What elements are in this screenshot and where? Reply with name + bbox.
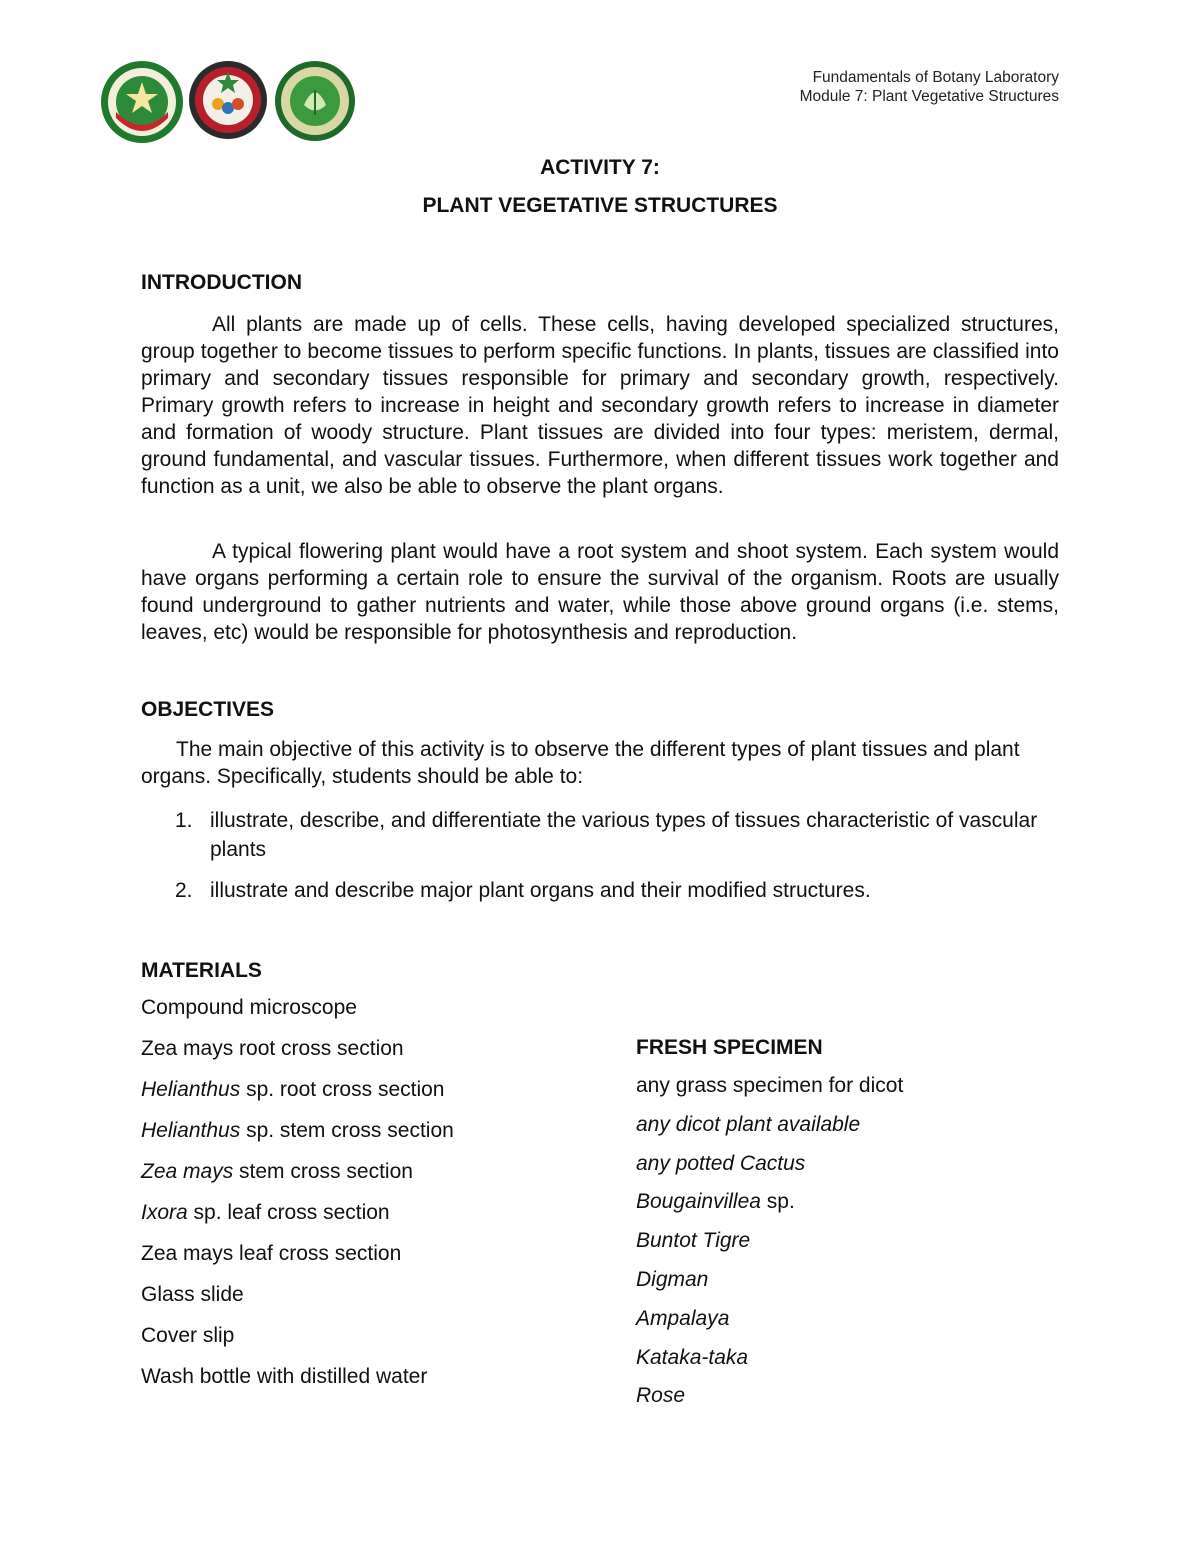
item-italic: Kataka-taka	[636, 1345, 749, 1369]
list-item	[175, 806, 1055, 864]
fresh-specimen-list	[636, 1074, 903, 1423]
fresh-specimen-heading: FRESH SPECIMEN	[636, 1036, 823, 1059]
item-text: Cover slip	[141, 1324, 235, 1347]
item-italic: Bougainvillea	[636, 1190, 761, 1214]
item-italic: Helianthus	[141, 1119, 241, 1142]
activity-title: PLANT VEGETATIVE STRUCTURES	[422, 194, 778, 217]
list-item	[636, 1384, 903, 1423]
item-italic: any dicot plant available	[636, 1112, 861, 1136]
list-item-text: illustrate, describe, and differentiate the various types of tissues characteristic of vascular plants	[210, 809, 1038, 861]
item-text: sp.	[760, 1190, 795, 1214]
list-item	[141, 1160, 454, 1201]
list-item	[636, 1074, 903, 1113]
list-item	[636, 1268, 903, 1307]
objectives-intro: The main objective of this activity is to observe the different types of plant tissues and plant organs. Specifically, students should be able to:	[141, 738, 1020, 788]
list-item	[175, 876, 1055, 905]
item-text: any grass specimen for dicot	[636, 1074, 904, 1097]
list-item	[141, 1119, 454, 1160]
list-item	[141, 1037, 454, 1078]
list-item	[141, 996, 454, 1037]
item-italic: Zea mays	[141, 1160, 234, 1183]
list-item	[636, 1190, 903, 1229]
item-italic: Helianthus	[141, 1078, 241, 1101]
item-text: Glass slide	[141, 1283, 244, 1306]
objectives-heading: OBJECTIVES	[141, 698, 275, 721]
item-text: sp. leaf cross section	[187, 1201, 390, 1224]
list-number: 2.	[175, 879, 193, 902]
list-item	[141, 1324, 454, 1365]
department-seal	[274, 60, 356, 142]
list-item	[636, 1229, 903, 1268]
item-text: stem cross section	[233, 1160, 413, 1183]
university-seal	[100, 60, 184, 144]
item-text: sp. root cross section	[240, 1078, 445, 1101]
header-course: Fundamentals of Botany Laboratory	[812, 69, 1059, 86]
list-item	[636, 1113, 903, 1152]
list-item	[141, 1365, 454, 1406]
list-item	[141, 1242, 454, 1283]
objectives-list	[175, 806, 1055, 905]
list-item	[636, 1346, 903, 1385]
intro-paragraph-2-text: A typical flowering plant would have a root system and shoot system. Each system would have organs performing a certain role to ensure the survival of the organism. Roots are usually found underground to gather nutrients and water, while those above ground organs (i.e. stems, leaves, etc) would be responsible for photosynthesis and reproduction.	[141, 540, 1059, 644]
introduction-paragraph	[141, 538, 1059, 646]
list-item	[141, 1201, 454, 1242]
materials-heading: MATERIALS	[141, 959, 262, 982]
item-italic: Rose	[636, 1384, 686, 1408]
list-item	[141, 1283, 454, 1324]
list-item	[141, 1078, 454, 1119]
college-seal	[188, 60, 268, 140]
materials-list	[141, 996, 454, 1406]
item-text: Compound microscope	[141, 996, 357, 1019]
intro-paragraph-1-text: All plants are made up of cells. These cells, having developed specialized structures, group together to become tissues to perform specific functions. In plants, tissues are classified into primary and secondary tissues responsible for primary and secondary growth, respectively. Primary growth refers to increase in height and secondary growth refers to increase in diameter and formation of woody structure. Plant tissues are divided into four types: meristem, dermal, ground fundamental, and vascular tissues. Furthermore, when different tissues work together and function as a unit, we also be able to observe the plant organs.	[141, 313, 1059, 498]
list-number: 1.	[175, 809, 193, 832]
item-italic: Ixora	[141, 1201, 188, 1224]
list-item	[636, 1152, 903, 1191]
item-italic: Ampalaya	[636, 1306, 730, 1330]
introduction-paragraph	[141, 311, 1059, 500]
list-item-text: illustrate and describe major plant organs and their modified structures.	[210, 879, 871, 902]
introduction-heading: INTRODUCTION	[141, 271, 302, 294]
item-text: Zea mays root cross section	[141, 1037, 404, 1060]
activity-number: ACTIVITY 7:	[540, 156, 660, 179]
item-italic: Digman	[636, 1267, 709, 1291]
item-italic: Buntot Tigre	[636, 1229, 751, 1253]
item-text: Wash bottle with distilled water	[141, 1365, 428, 1388]
document-header	[800, 68, 1059, 106]
item-text: Zea mays leaf cross section	[141, 1242, 402, 1265]
list-item	[636, 1307, 903, 1346]
item-text: sp. stem cross section	[240, 1119, 454, 1142]
header-module: Module 7: Plant Vegetative Structures	[799, 88, 1059, 105]
item-italic: any potted Cactus	[636, 1151, 806, 1175]
